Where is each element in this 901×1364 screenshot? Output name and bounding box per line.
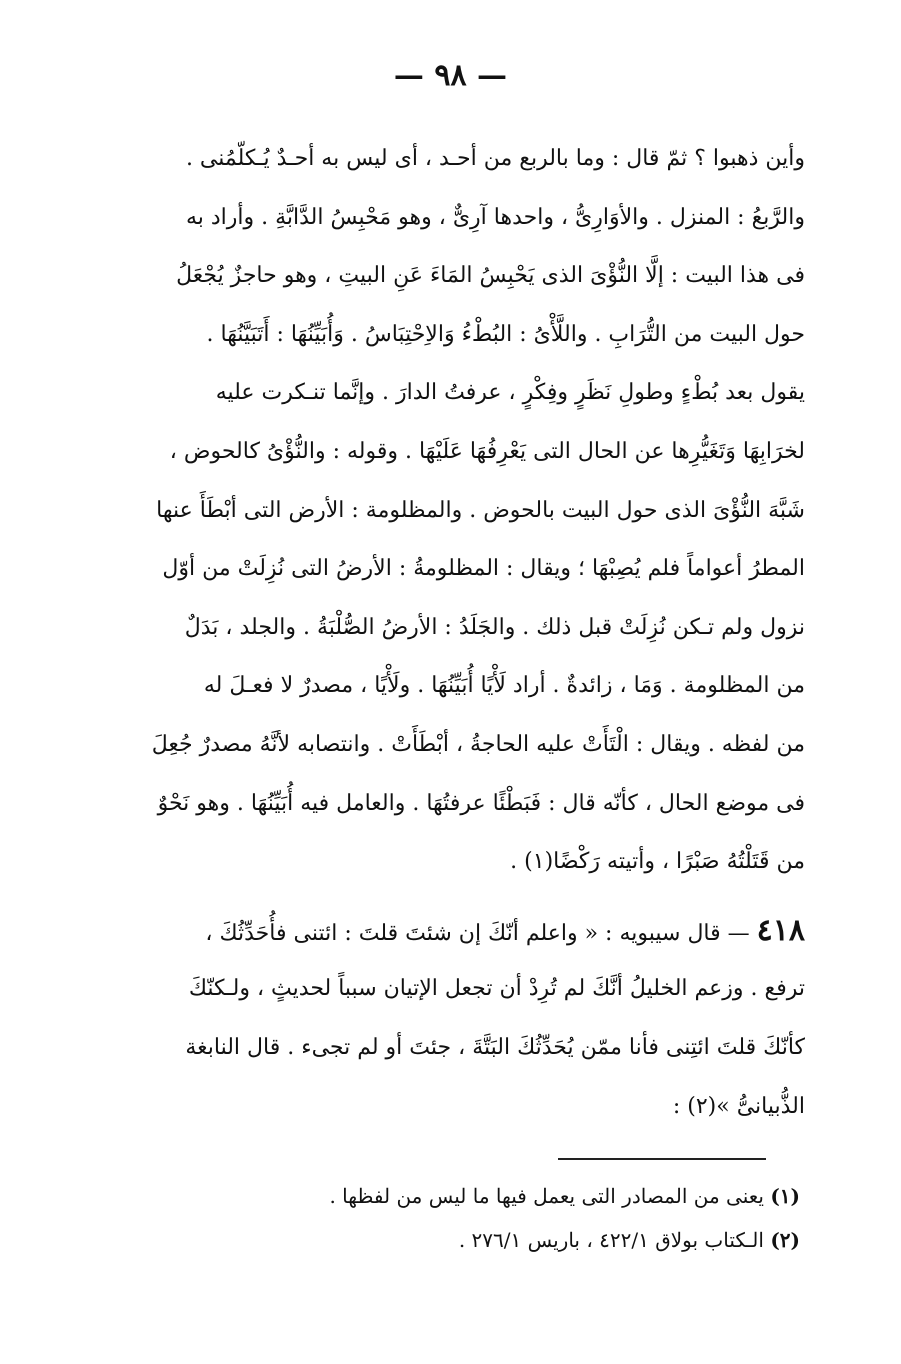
footnote-number: (٢)	[770, 1228, 800, 1252]
text-line: الذُّبيانىُّ »(٢) :	[672, 1093, 805, 1119]
text-line: المطرُ أعواماً فلم يُصِبْهَا ؛ ويقال : المظلومةُ : الأرضُ التى نُزِلَتْ من أوّل	[162, 556, 805, 582]
section-number: ٤١٨	[756, 912, 805, 948]
text-line: حول البيت من التُّرَابِ . واللَّأْىُ : البُطْءُ وَالاِحْتِبَاسُ . وَأُبَيِّنُهَا : أَتَبَيَّنُهَا .	[206, 321, 805, 347]
text-line: يقول بعد بُطْءٍ وطولِ نَظَرٍ وفِكْرٍ ، عرفتُ الدارَ . وإنَّما تنـكرت عليه	[215, 380, 805, 406]
text-line: ترفع . وزعم الخليلُ أنَّكَ لم تُرِدْ أن تجعل الإتيان سبباً لحديثٍ ، ولـكنّكَ	[188, 976, 805, 1002]
page-number: — ٩٨ —	[393, 58, 508, 93]
body-text	[100, 130, 805, 1136]
footnote-text: الـكتاب بولاق ٤٢٢/١ ، باريس ٢٧٦/١ .	[458, 1228, 764, 1252]
text-line	[100, 902, 805, 961]
text-line: نزول ولم تـكن نُزِلَتْ قبل ذلك . والجَلَدُ : الأرضُ الصُّلْبَةُ . والجلد ، بَدَلٌ	[184, 614, 805, 640]
text-line: شَبَّهَ النُّؤْىَ الذى حول البيت بالحوض . والمظلومة : الأرض التى أبْطَأَ عنها	[156, 497, 805, 523]
footnote-number: (١)	[770, 1184, 800, 1208]
footnote-1	[200, 1174, 800, 1218]
text-line: لخرَابِهَا وَتَغَيُّرِها عن الحال التى يَعْرِفُهَا عَلَيْهَا . وقوله : والنُّؤْىُ كالحوض ،	[169, 438, 805, 464]
paragraph-2	[100, 902, 805, 1136]
footnotes	[200, 1174, 800, 1262]
text-line: فى موضع الحال ، كأنّه قال : فَبَطْئًا عرفتُهَا . والعامل فيه أُبَيِّنُهَا . وهو نَحْوٌ	[157, 790, 805, 816]
text-line: من قَتَلْتُهُ صَبْرًا ، وأتيته رَكْضًا(١) .	[510, 849, 805, 875]
text-line: وأين ذهبوا ؟ ثمّ قال : وما بالربع من أحـد ، أى ليس به أحـدٌ يُـكلّمُنى .	[185, 146, 805, 171]
text-line: من لفظه . ويقال : الْتَأَتْ عليه الحاجةُ ، أبْطَأَتْ . وانتصابه لأنَّهُ مصدرٌ جُعِلَ	[151, 731, 805, 757]
text-line: فى هذا البيت : إلَّا النُّؤْىَ الذى يَحْبِسُ المَاءَ عَنِ البيتِ ، وهو حاجزٌ يُجْعَلُ	[176, 263, 805, 289]
footnote-divider	[558, 1158, 766, 1160]
footnote-2	[200, 1218, 800, 1262]
text-line: كأنّكَ قلتَ ائتِنى فأنا ممّن يُحَدِّثُكَ البَتَّةَ ، جئتَ أو لم تجىء . قال النابغة	[185, 1034, 805, 1060]
text-line: من المظلومة . وَمَا ، زائدةٌ . أراد لَأْيًا أُبَيِّنُهَا . ولَأْيًا ، مصدرٌ لا فعـلَ له	[203, 673, 805, 699]
paragraph-1	[100, 130, 805, 892]
footnote-text: يعنى من المصادر التى يعمل فيها ما ليس من لفظها .	[329, 1184, 764, 1208]
section-first-line: — قال سيبويه : « واعلم أنّكَ إن شئتَ قلتَ : ائتنى فأُحَدِّثُكَ ،	[205, 920, 750, 946]
text-line: والرَّبعُ : المنزل . والأوَارِىُّ ، واحدها آرِىٌّ ، وهو مَحْبِسُ الدَّابَّةِ . وأراد به	[185, 204, 805, 230]
